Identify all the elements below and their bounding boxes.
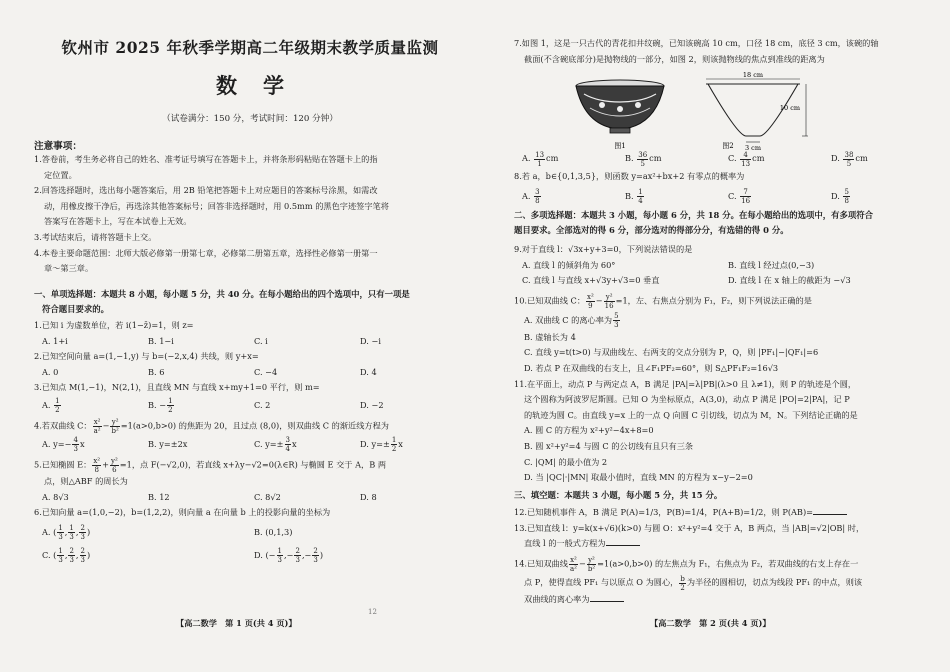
figure-2-height: 10 cm <box>779 104 801 112</box>
option: A. 8√3 <box>42 491 69 502</box>
q6-options-row1 <box>34 521 466 544</box>
question-5-cont: 点，则△ABF 的周长为 <box>44 475 128 486</box>
option: C. −4 <box>254 366 278 377</box>
q5-options <box>34 490 466 506</box>
question-7-cont: 截面(不含碗底部分)是抛物线的一部分，如图 2，则该抛物线的焦点到准线的距离为 <box>524 53 825 64</box>
option: A. $\frac{13}{1}$ cm <box>522 150 559 168</box>
option: A. 0 <box>42 366 59 377</box>
option: D. −i <box>360 335 381 346</box>
option: B. y=±2x <box>148 438 188 449</box>
figure-2-bottom-width: 3 cm <box>744 144 762 152</box>
question-8: 8.若 a，b∈{0,1,3,5}，则函数 y=ax²+bx+2 有零点的概率为 <box>514 171 745 182</box>
question-11: 11.在平面上，动点 P 与两定点 A，B 满足 |PA|=λ|PB|(λ>0 且 λ≠1)，则 P 的轨迹是个圆， <box>514 378 857 389</box>
option: C. ( $\frac{1}{3}$ , $\frac{2}{3}$ , $\frac{2}{3}$ ) <box>42 547 91 565</box>
figure-1-bowl <box>576 80 664 133</box>
option: B. $\frac{1}{4}$ <box>625 188 643 206</box>
exam-title: 钦州市 2025 年秋季学期高二年级期末教学质量监测 <box>61 38 439 57</box>
option: D. 4 <box>360 366 377 377</box>
q11-option-a: A. 圆 C 的方程为 x²+y²−4x+8=0 <box>524 425 654 436</box>
question-14-cont: 点 P，使得直线 PF₁ 与以原点 O 为圆心， $\frac{b}{2}$ 为半径的圆相切，切点为线段 PF₁ 的中点，则该 <box>524 574 863 592</box>
option: C. y=± $\frac{3}{4}$ x <box>254 436 297 454</box>
question-6: 6.已知向量 a=(1,0,−2)，b=(1,2,2)，则向量 a 在向量 b 上的投影向量的坐标为 <box>34 507 331 518</box>
option: C. $\frac{7}{16}$ <box>728 188 751 206</box>
option: D. y=± $\frac{1}{2}$ x <box>360 436 403 454</box>
notes-list <box>34 152 466 277</box>
question-3: 3.已知点 M(1,−1)，N(2,1)，且直线 MN 与直线 x+my+1=0 平行，则 m= <box>34 382 320 393</box>
q10-option-d: D. 若点 P 在双曲线的右支上，且∠F₁PF₂=60°，则 S△PF₁F₂=16√3 <box>524 362 779 373</box>
option: D. $\frac{38}{5}$ cm <box>831 150 868 168</box>
q10-option-c: C. 直线 y=t(t>0) 与双曲线左、右两支的交点分别为 P，Q，则 |PF₁|−|QF₁|=6 <box>524 347 819 358</box>
question-9: 9.对于直线 l：√3x+y+3=0，下列说法错误的是 <box>514 243 693 254</box>
figure-2-top-width: 18 cm <box>742 72 764 79</box>
option: D. 8 <box>360 491 377 502</box>
note-line: 章～第三章。 <box>44 263 94 274</box>
option: D. (− $\frac{1}{3}$ ,− $\frac{2}{3}$ ,− $\frac{2}{3}$ ) <box>254 547 324 565</box>
section-1-heading: 一、单项选择题：本题共 8 小题，每小题 5 分，共 40 分。在每小题给出的四个选项中，只有一项是 <box>34 288 410 299</box>
q11-option-d: D. 当 |QC|·|MN| 取最小值时，直线 MN 的方程为 x−y−2=0 <box>524 472 753 483</box>
q11-option-b: B. 圆 x²+y²=4 与圆 C 的公切线有且只有三条 <box>524 440 694 451</box>
section-1-heading-cont: 符合题目要求的。 <box>42 304 109 315</box>
question-14-cont: 双曲线的离心率为 <box>514 592 934 608</box>
question-11-cont: 这个圆称为阿波罗尼斯圆。已知 O 为坐标原点，A(3,0)，动点 P 满足 |PO|=2|PA|，记 P <box>524 394 850 405</box>
bowl-figures <box>568 72 818 152</box>
question-12: 12.已知随机事件 A，B 满足 P(A)=1/3，P(B)=1/4，P(A+B)=1/2，则 P(AB)= <box>514 505 934 521</box>
notes-heading: 注意事项： <box>34 141 82 152</box>
q9-options-row1 <box>514 258 934 274</box>
note-line: 动，用橡皮擦干净后，再选涂其他答案标号；回答非选择题时，用 0.5mm 的黑色字迹签字笔将 <box>44 200 389 211</box>
answer-blank[interactable] <box>813 514 847 515</box>
option: D. −2 <box>360 399 384 410</box>
section-2-heading-cont: 题目要求。全部选对的得 6 分，部分选对的得部分分，有选错的得 0 分。 <box>514 225 789 236</box>
option: D. 直线 l 在 x 轴上的截距为 −√3 <box>728 275 851 286</box>
footer-page-1: 【高二数学 第 1 页(共 4 页)】 <box>176 618 297 628</box>
option: C. 直线 l 与直线 x+√3y+√3=0 垂直 <box>522 275 660 286</box>
q10-option-a: A. 双曲线 C 的离心率为 $\frac{5}{3}$ <box>524 312 619 330</box>
question-4: 4.若双曲线 C： $\frac{\text{x²}}{\text{a²}}$ − $\frac{\text{y²}}{\text{b²}}$ =1(a>0,b>0) 的焦距为 20，且过点 (8,0)，则双曲线 C 的渐近线方程为 <box>34 417 389 435</box>
q2-options <box>34 365 466 381</box>
option: B. − $\frac{1}{2}$ <box>148 397 173 415</box>
section-2-heading: 二、多项选择题：本题共 3 小题，每小题 6 分，共 18 分。在每小题给出的选项中，有多项符合 <box>514 209 874 220</box>
answer-blank[interactable] <box>606 545 640 546</box>
option: A. ( $\frac{1}{3}$ , $\frac{1}{3}$ , $\frac{2}{3}$ ) <box>42 524 91 542</box>
option: C. 2 <box>254 399 271 410</box>
section-3-heading: 三、填空题：本题共 3 小题，每小题 5 分，共 15 分。 <box>514 489 723 500</box>
figure-2-label: 图2 <box>722 142 734 150</box>
option: C. $\frac{4}{13}$ cm <box>728 150 765 168</box>
answer-blank[interactable] <box>590 601 624 602</box>
option: D. $\frac{5}{8}$ <box>831 188 849 206</box>
subject-title: 数学 <box>216 73 310 98</box>
footer-page-2: 【高二数学 第 2 页(共 4 页)】 <box>650 618 771 628</box>
option: B. (0,1,3) <box>254 526 293 537</box>
option: B. 12 <box>148 491 170 502</box>
option: B. 1−i <box>148 335 174 346</box>
q10-option-b: B. 虚轴长为 4 <box>524 331 576 342</box>
option: C. 8√2 <box>254 491 281 502</box>
q8-options <box>514 185 934 207</box>
question-2: 2.已知空间向量 a=(1,−1,y) 与 b=(−2,x,4) 共线，则 y+x= <box>34 351 259 362</box>
question-1: 1.已知 i 为虚数单位，若 i(1−z̄)=1，则 z= <box>34 319 194 330</box>
q6-options-row2 <box>34 544 466 567</box>
note-line: 答案写在答题卡上，写在本试卷上无效。 <box>44 216 192 227</box>
question-13: 13.已知直线 l：y=k(x+√6)(k>0) 与圆 O：x²+y²=4 交于 A，B 两点，当 |AB|=√2|OB| 时， <box>514 522 865 533</box>
note-line: 4.本卷主要命题范围：北师大版必修第一册第七章，必修第二册第五章，选择性必修第一册第一 <box>34 247 378 258</box>
page-number-mark: 12 <box>368 608 377 616</box>
note-line: 1.答卷前，考生务必将自己的姓名、准考证号填写在答题卡上，并将条形码粘贴在答题卡上的指 <box>34 154 378 164</box>
question-13-cont: 直线 l 的一般式方程为 <box>514 536 934 552</box>
option: B. 6 <box>148 366 165 377</box>
left-page <box>34 36 466 567</box>
q9-options-row2 <box>514 273 934 289</box>
figure-1-label: 图1 <box>614 142 626 150</box>
note-line: 3.考试结束后，请将答题卡上交。 <box>34 231 157 242</box>
option: A. 1+i <box>42 335 68 346</box>
q4-options <box>34 435 466 454</box>
note-line: 定位置。 <box>44 169 77 180</box>
question-7: 7.如图 1，这是一只古代的青花扣井纹碗，已知该碗高 10 cm，口径 18 cm，底径 3 cm，该碗的轴 <box>514 38 879 48</box>
question-10: 10.已知双曲线 C： $\frac{\text{x²}}{9}$ − $\frac{\text{y²}}{16}$ =1，左、右焦点分别为 F₁，F₂，则下列说法正确的是 <box>514 292 812 310</box>
q1-options <box>34 334 466 350</box>
option: B. $\frac{36}{5}$ cm <box>625 150 662 168</box>
q11-option-c: C. |QM| 的最小值为 2 <box>524 456 608 467</box>
question-14: 14.已知双曲线 $\frac{\text{x²}}{\text{a²}}$ − $\frac{\text{y²}}{\text{b²}}$ =1(a>0,b>0) 的左焦点为 F₁，右焦点为 F₂，若双曲线的右支上存在一 <box>514 556 859 574</box>
q3-options <box>34 396 466 415</box>
option: A. $\frac{3}{8}$ <box>522 188 540 206</box>
question-11-cont: 的轨迹为圆 C。由直线 y=x 上的一点 Q 向圆 C 引切线，切点为 M，N。下列结论正确的是 <box>524 409 858 420</box>
option: A. 直线 l 的倾斜角为 60° <box>522 259 616 270</box>
option: C. i <box>254 335 268 346</box>
option: A. $\frac{1}{2}$ <box>42 397 60 415</box>
score-line: （试卷满分：150 分，考试时间：120 分钟） <box>162 114 338 124</box>
option: A. y=− $\frac{4}{3}$ x <box>42 436 85 454</box>
note-line: 2.回答选择题时，选出每小题答案后，用 2B 铅笔把答题卡上对应题目的答案标号涂黑，如需改 <box>34 185 378 196</box>
question-5: 5.已知椭圆 E： $\frac{\text{x²}}{8}$ + $\frac{\text{y²}}{6}$ =1，点 F(−√2,0)，若直线 x+λy−√2=0(λ∈R) 与椭圆 E 交于 A，B 两 <box>34 456 387 474</box>
option: B. 直线 l 经过点(0,−3) <box>728 259 815 270</box>
